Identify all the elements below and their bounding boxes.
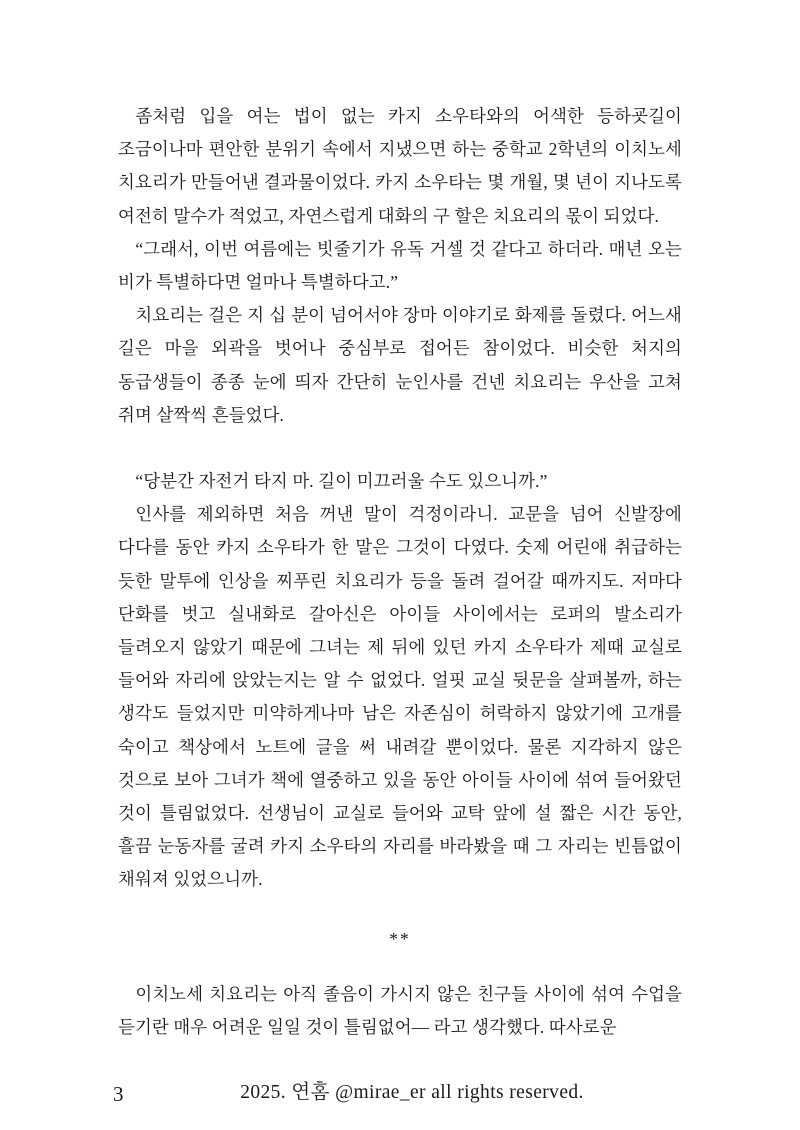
scene-break: ** [389, 928, 411, 949]
paragraph-spacer [118, 432, 682, 465]
paragraph: 인사를 제외하면 처음 꺼낸 말이 걱정이라니. 교문을 넘어 신발장에 다다를 동안 카지 소우타가 한 말은 그것이 다였다. 숫제 어린애 취급하는 듯한 말투에 인상을 찌푸린 치요리가 등을 돌려 걸어갈 때까지도. 저마다 단화를 벗고 실내화로 갈아신은 아이들 사이에서는 로퍼의 발소리가 들려오지 않았기 때문에 그녀는 제 뒤에 있던 카지 소우타가 제때 교실로 들어와 자리에 앉았는지는 알 수 없었다. 얼핏 교실 뒷문을 살펴볼까, 하는 생각도 들었지만 미약하게나마 남은 자존심이 허락하지 않았기에 고개를 숙이고 책상에서 노트에 글을 써 내려갈 뿐이었다. 물론 지각하지 않은 것으로 보아 그녀가 책에 열중하고 있을 동안 아이들 사이에 섞여 들어왔던 것이 틀림없었다. 선생님이 교실로 들어와 교탁 앞에 설 짧은 시간 동안, 흘끔 눈동자를 굴려 카지 소우타의 자리를 바라봤을 때 그 자리는 빈틈없이 채워져 있었으니까. [118, 504, 682, 890]
copyright-notice: 2025. 연홈 @mirae_er all rights reserved. [240, 1082, 584, 1103]
paragraph-dialogue: “그래서, 이번 여름에는 빗줄기가 유독 거셀 것 같다고 하더라. 매년 오는 비가 특별하다면 얼마나 특별하다고.” [118, 238, 682, 293]
paragraph-dialogue: “당분간 자전거 타지 마. 길이 미끄러울 수도 있으니까.” [135, 471, 548, 492]
paragraph: 치요리는 걸은 지 십 분이 넘어서야 장마 이야기로 화제를 돌렸다. 어느새 길은 마을 외곽을 벗어나 중심부로 접어든 참이었다. 비슷한 처지의 동급생들이 종종 눈에 띄자 간단히 눈인사를 건넨 치요리는 우산을 고쳐 쥐며 살짝씩 흔들었다. [118, 305, 682, 425]
page-footer [0, 1068, 800, 1108]
paragraph: 좀처럼 입을 여는 법이 없는 카지 소우타와의 어색한 등하굣길이 조금이나마 편안한 분위기 속에서 지냈으면 하는 중학교 2학년의 이치노세 치요리가 만들어낸 결과물이었다. 카지 소우타는 몇 개월, 몇 년이 지나도록 여전히 말수가 적었고, 자연스럽게 대화의 구 할은 치요리의 몫이 되었다. [118, 106, 682, 226]
paragraph: 이치노세 치요리는 아직 졸음이 가시지 않은 친구들 사이에 섞여 수업을 듣기란 매우 어려운 일일 것이 틀림없어— 라고 생각했다. 따사로운 [118, 983, 682, 1038]
body-text-block [118, 100, 682, 1044]
page-number: 3 [113, 1082, 124, 1106]
